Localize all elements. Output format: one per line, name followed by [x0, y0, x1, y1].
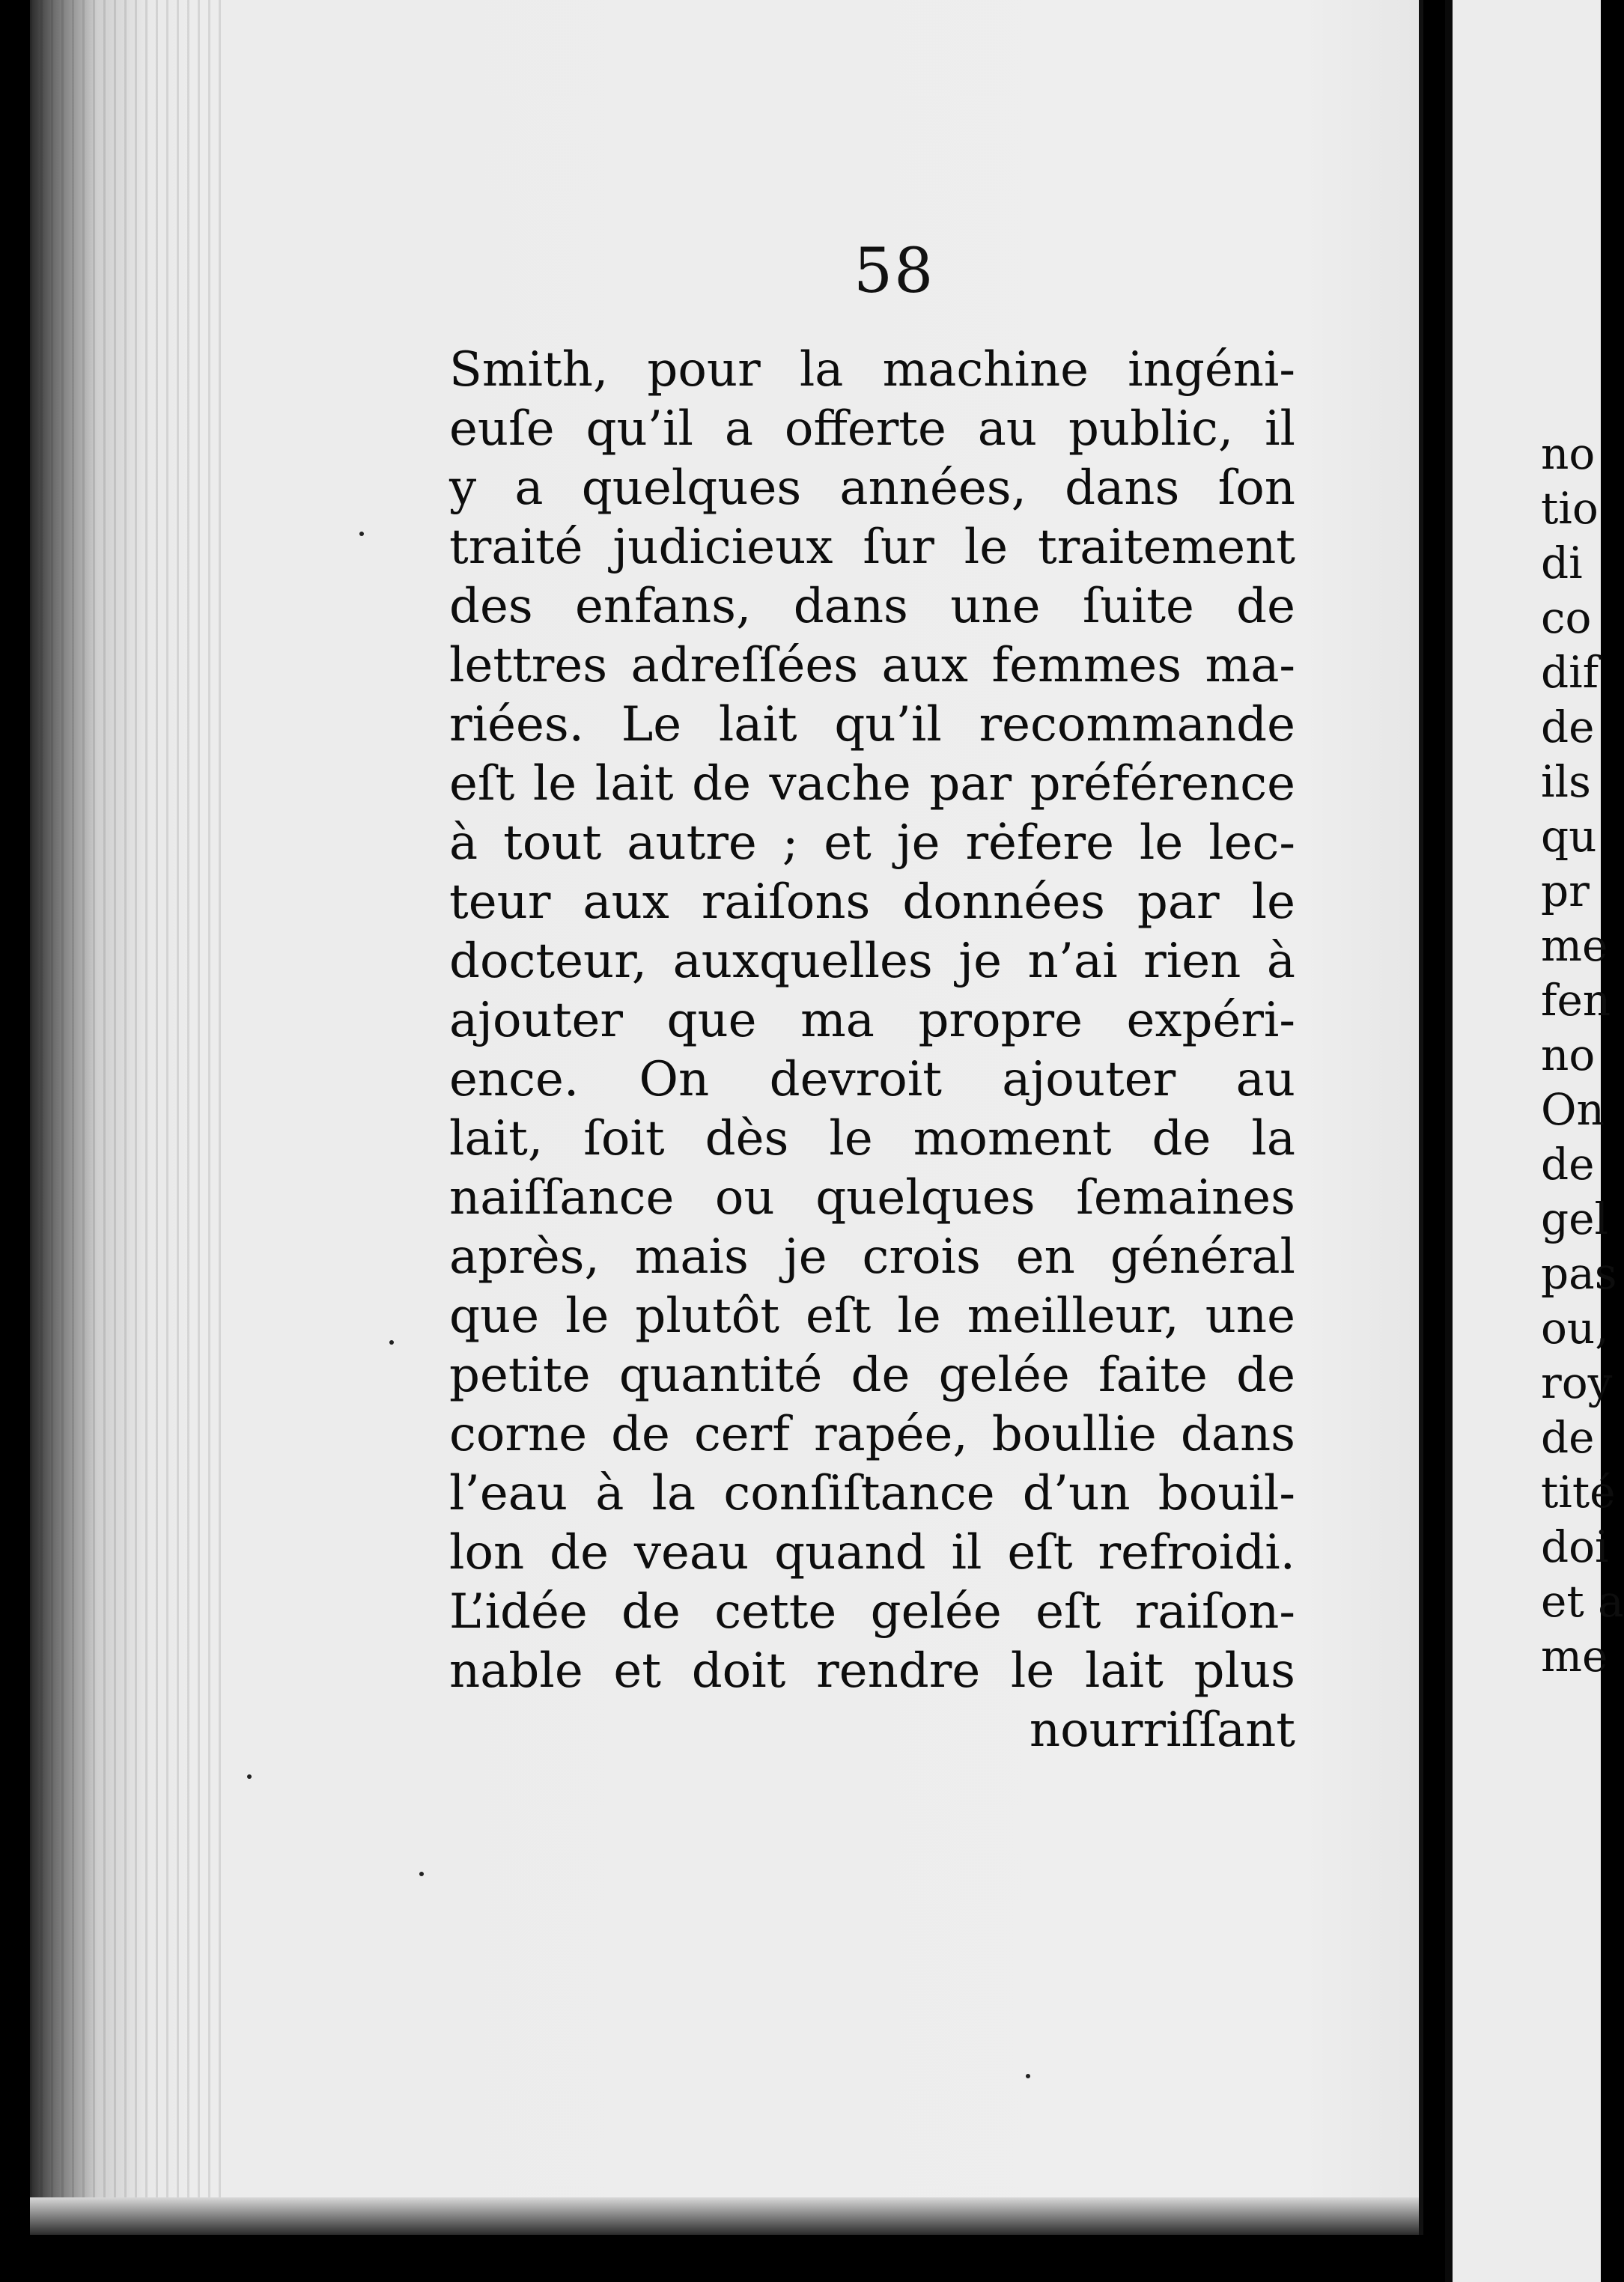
- paper-speck: [1026, 2074, 1030, 2078]
- text-line: corne de cerf rapée, boullie dans: [449, 1407, 1295, 1462]
- text-line-fragment: tio: [1541, 483, 1599, 534]
- paper-speck: [247, 1774, 252, 1779]
- text-line-fragment: co: [1541, 592, 1592, 643]
- text-line-fragment: et a: [1541, 1576, 1624, 1627]
- paper-speck: [389, 1340, 394, 1345]
- text-line: L’idée de cette gelée eſt raiſon-: [449, 1584, 1295, 1640]
- text-line-fragment: de: [1541, 702, 1595, 752]
- page-number: 58: [854, 236, 935, 307]
- text-line: ajouter que ma propre expéri-: [449, 993, 1295, 1048]
- text-line-fragment: de: [1541, 1139, 1595, 1190]
- text-line: traité judicieux ſur le traitement: [449, 520, 1295, 575]
- right-page-text: [1541, 427, 1624, 1684]
- text-line: à tout autre ; et je rėfere le lec-: [449, 815, 1295, 871]
- text-line-fragment: dif: [1541, 647, 1599, 698]
- text-line-fragment: ils: [1541, 756, 1591, 807]
- text-line: Smith, pour la machine ingéni-: [449, 342, 1295, 398]
- text-line: ence. On devroit ajouter au: [449, 1052, 1295, 1107]
- text-line: nable et doit rendre le lait plus: [449, 1643, 1295, 1699]
- text-line-fragment: roy: [1541, 1357, 1613, 1408]
- page-edge-stack: [30, 0, 225, 2235]
- text-line-fragment: me: [1541, 1631, 1608, 1682]
- paper-speck: [359, 532, 364, 536]
- text-line-fragment: pas: [1541, 1248, 1617, 1299]
- text-line-fragment: fen: [1541, 975, 1611, 1026]
- text-line: petite quantité de gelée faite de: [449, 1348, 1295, 1403]
- text-line: lettres adreſſées aux femmes ma-: [449, 638, 1295, 693]
- text-line: des enfans, dans une ſuite de: [449, 579, 1295, 634]
- text-line-fragment: gel: [1541, 1193, 1609, 1244]
- text-line: lait, ſoit dès le moment de la: [449, 1111, 1295, 1166]
- text-line-fragment: pr: [1541, 865, 1590, 916]
- text-line-fragment: doi: [1541, 1521, 1609, 1572]
- text-line-fragment: On: [1541, 1084, 1605, 1135]
- text-line-fragment: no: [1541, 1029, 1596, 1080]
- text-line: l’eau à la conſiſtance d’un bouil-: [449, 1466, 1295, 1521]
- paper-speck: [419, 1872, 424, 1876]
- left-page-text: [449, 341, 1295, 1760]
- text-line: y a quelques années, dans ſon: [449, 460, 1295, 516]
- text-line: eſt le lait de vache par préférence: [449, 756, 1295, 812]
- text-line: teur aux raiſons données par le: [449, 874, 1295, 930]
- text-line-fragment: di: [1541, 538, 1583, 588]
- text-line: après, mais je crois en général: [449, 1229, 1295, 1285]
- text-line-fragment: me: [1541, 920, 1608, 971]
- text-line: que le plutôt eſt le meilleur, une: [449, 1288, 1295, 1344]
- text-line-fragment: no: [1541, 428, 1596, 479]
- text-line-fragment: qu: [1541, 811, 1597, 862]
- text-line: lon de veau quand il eſt refroidi.: [449, 1525, 1295, 1580]
- text-line: docteur, auxquelles je n’ai rien à: [449, 934, 1295, 989]
- text-line-fragment: de: [1541, 1412, 1595, 1463]
- catchword: nourriſſant: [1029, 1703, 1295, 1758]
- page-bottom-shadow: [30, 2197, 1419, 2235]
- text-line-fragment: tité: [1541, 1467, 1616, 1518]
- text-line: riées. Le lait qu’il recommande: [449, 697, 1295, 752]
- text-line: euſe qu’il a offerte au public, il: [449, 401, 1295, 457]
- text-line-fragment: ou,: [1541, 1303, 1609, 1354]
- text-line: naiſſance ou quelques ſemaines: [449, 1170, 1295, 1226]
